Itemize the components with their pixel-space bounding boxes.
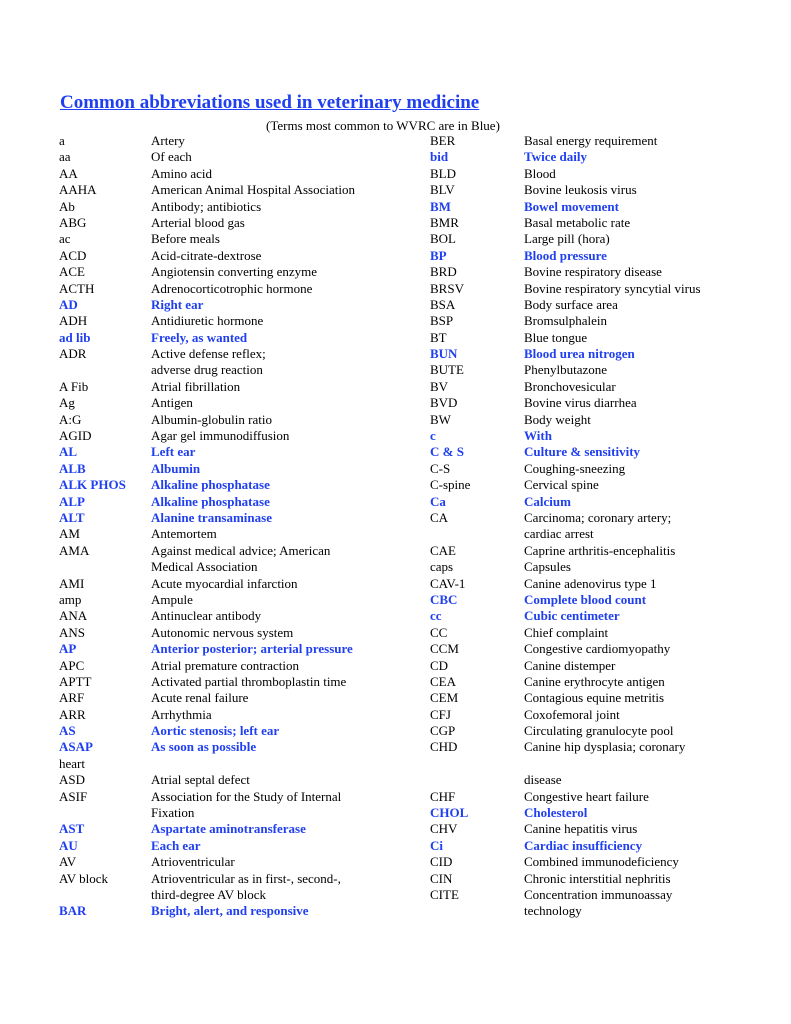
abbreviation-term: BER xyxy=(430,133,456,148)
abbreviation-definition: adverse drug reaction xyxy=(151,362,263,378)
abbreviation-definition: Albumin xyxy=(151,460,201,476)
abbreviation-term: Ag xyxy=(59,395,75,411)
abbreviation-term: AD xyxy=(59,296,78,312)
abbreviation-term: AL xyxy=(59,444,78,460)
abbreviation-definition: Albumin-globulin ratio xyxy=(151,411,272,427)
abbreviation-definition: Cubic centimeter xyxy=(524,608,620,624)
abbreviation-term: ARF xyxy=(59,690,85,706)
abbreviation-term: BW xyxy=(430,411,451,427)
abbreviation-term: BUTE xyxy=(430,362,464,378)
abbreviation-term: ADH xyxy=(59,313,88,329)
abbreviation-term: BUN xyxy=(430,346,458,362)
abbreviation-definition: Contagious equine metritis xyxy=(524,690,665,706)
abbreviation-definition: Atrial premature contraction xyxy=(151,657,299,673)
page-title: Common abbreviations used in veterinary medicine xyxy=(60,92,480,113)
abbreviation-term: ASD xyxy=(59,772,86,788)
abbreviation-term: BSA xyxy=(430,296,456,312)
abbreviation-definition: Bovine respiratory disease xyxy=(524,264,662,280)
abbreviation-definition: Antibody; antibiotics xyxy=(151,198,262,214)
abbreviation-term: AS xyxy=(59,723,76,739)
abbreviation-definition: Blood xyxy=(524,165,556,181)
abbreviation-term: ANS xyxy=(59,624,86,640)
abbreviation-definition: Bowel movement xyxy=(524,198,619,214)
abbreviation-definition: Capsules xyxy=(524,559,571,575)
abbreviation-definition: Blue tongue xyxy=(524,329,588,345)
abbreviation-term: CC xyxy=(430,624,448,640)
abbreviation-term: ASAP xyxy=(59,739,93,755)
abbreviation-term: C-spine xyxy=(430,477,471,493)
abbreviation-definition: Caprine arthritis-encephalitis xyxy=(524,542,676,558)
abbreviation-term: CAE xyxy=(430,542,456,558)
page-subtitle: (Terms most common to WVRC are in Blue) xyxy=(266,118,500,133)
abbreviation-definition: Cervical spine xyxy=(524,477,599,493)
abbreviation-term: a xyxy=(59,133,65,148)
abbreviation-definition: Antinuclear antibody xyxy=(151,608,262,624)
abbreviation-term: AMA xyxy=(59,542,90,558)
abbreviation-term: caps xyxy=(430,559,454,575)
abbreviation-definition: third-degree AV block xyxy=(151,886,267,902)
abbreviation-definition: Alkaline phosphatase xyxy=(151,477,270,493)
abbreviation-term: c xyxy=(430,428,436,444)
abbreviation-term: BM xyxy=(430,198,451,214)
abbreviation-term: AU xyxy=(59,837,78,853)
abbreviation-definition: Alanine transaminase xyxy=(151,509,272,525)
abbreviation-term: APTT xyxy=(59,673,92,689)
abbreviation-term: CBC xyxy=(430,591,458,607)
abbreviation-term: bid xyxy=(430,149,449,165)
abbreviation-term: BRD xyxy=(430,264,457,280)
abbreviation-term: ac xyxy=(59,231,71,247)
abbreviation-definition: Chief complaint xyxy=(524,624,609,640)
abbreviation-term: ALK PHOS xyxy=(59,477,126,493)
abbreviation-definition: Large pill (hora) xyxy=(524,231,610,247)
abbreviation-definition: Antemortem xyxy=(151,526,217,542)
abbreviation-term: AV xyxy=(59,854,77,870)
abbreviation-definition: Concentration immunoassay xyxy=(524,886,673,902)
abbreviation-definition: Anterior posterior; arterial pressure xyxy=(151,641,353,657)
abbreviation-term: CID xyxy=(430,854,453,870)
abbreviation-definition: Congestive heart failure xyxy=(524,788,649,804)
abbreviation-definition: Autonomic nervous system xyxy=(151,624,294,640)
abbreviation-term: AA xyxy=(59,165,78,181)
abbreviation-definition: cardiac arrest xyxy=(524,526,594,542)
abbreviation-term: Ab xyxy=(59,198,75,214)
abbreviation-definition: Medical Association xyxy=(151,559,258,575)
abbreviation-term: cc xyxy=(430,608,442,624)
abbreviation-definition: Agar gel immunodiffusion xyxy=(151,428,290,444)
abbreviation-definition: Cholesterol xyxy=(524,805,588,821)
abbreviation-term: ALP xyxy=(59,493,85,509)
abbreviation-term: A Fib xyxy=(59,378,89,394)
abbreviation-definition: Calcium xyxy=(524,493,571,509)
abbreviation-term: BV xyxy=(430,378,449,394)
abbreviation-term: AP xyxy=(59,641,77,657)
abbreviation-term: AGID xyxy=(59,428,92,444)
abbreviation-term: ACE xyxy=(59,264,85,280)
abbreviation-term: BAR xyxy=(59,903,87,919)
abbreviation-definition: Phenylbutazone xyxy=(524,362,608,378)
abbreviation-term: CIN xyxy=(430,870,453,886)
abbreviation-term: BOL xyxy=(430,231,456,247)
abbreviation-definition: Blood urea nitrogen xyxy=(524,346,635,362)
abbreviation-definition: Artery xyxy=(151,133,185,148)
abbreviation-definition: Antigen xyxy=(151,395,193,411)
abbreviation-definition: Acute myocardial infarction xyxy=(151,575,298,591)
abbreviation-term: C & S xyxy=(430,444,464,460)
abbreviation-term: BLD xyxy=(430,165,456,181)
abbreviation-definition: Atrial septal defect xyxy=(151,772,250,788)
abbreviation-term: ASIF xyxy=(59,788,88,804)
abbreviation-term: CEA xyxy=(430,673,456,689)
abbreviation-term: CAV-1 xyxy=(430,575,466,591)
abbreviation-definition: Atrial fibrillation xyxy=(151,378,241,394)
abbreviation-term: APC xyxy=(59,657,85,673)
abbreviation-term: A:G xyxy=(59,411,82,427)
abbreviation-definition: Canine hepatitis virus xyxy=(524,821,638,837)
abbreviation-definition: Chronic interstitial nephritis xyxy=(524,870,671,886)
abbreviation-definition: Basal energy requirement xyxy=(524,133,658,148)
abbreviation-definition: Complete blood count xyxy=(524,591,647,607)
abbreviation-definition: Freely, as wanted xyxy=(151,329,248,345)
abbreviation-definition: As soon as possible xyxy=(151,739,257,755)
abbreviation-term: CHOL xyxy=(430,805,469,821)
abbreviation-term: CHD xyxy=(430,739,458,755)
abbreviation-definition: Association for the Study of Internal xyxy=(151,788,342,804)
abbreviation-definition: Aspartate aminotransferase xyxy=(151,821,306,837)
abbreviation-definition: Adrenocorticotrophic hormone xyxy=(151,280,313,296)
abbreviation-definition: Bronchovesicular xyxy=(524,378,616,394)
abbreviation-definition: Acid-citrate-dextrose xyxy=(151,247,262,263)
abbreviation-definition: Coughing-sneezing xyxy=(524,460,626,476)
abbreviation-definition: Congestive cardiomyopathy xyxy=(524,641,671,657)
abbreviation-term: BT xyxy=(430,329,447,345)
abbreviation-term: AAHA xyxy=(59,182,97,198)
abbreviation-definition: Canine distemper xyxy=(524,657,616,673)
abbreviation-term: BRSV xyxy=(430,280,464,296)
abbreviation-term: CHV xyxy=(430,821,458,837)
abbreviation-term: ADR xyxy=(59,346,87,362)
abbreviation-definition: Basal metabolic rate xyxy=(524,214,631,230)
abbreviation-definition: Amino acid xyxy=(151,165,213,181)
abbreviation-definition: Canine hip dysplasia; coronary xyxy=(524,739,686,755)
abbreviation-definition: Of each xyxy=(151,149,192,165)
abbreviation-term: CEM xyxy=(430,690,459,706)
abbreviation-definition: Atrioventricular as in first-, second-, xyxy=(151,870,341,886)
abbreviation-term: ACTH xyxy=(59,280,95,296)
abbreviation-term: ALB xyxy=(59,460,86,476)
abbreviation-definition: Bovine virus diarrhea xyxy=(524,395,637,411)
abbreviation-definition: Bright, alert, and responsive xyxy=(151,903,309,919)
abbreviation-term: CFJ xyxy=(430,706,451,722)
abbreviation-definition: Activated partial thromboplastin time xyxy=(151,673,347,689)
abbreviation-term: amp xyxy=(59,591,82,607)
abbreviation-term: ALT xyxy=(59,509,85,525)
abbreviation-term: CITE xyxy=(430,886,459,902)
abbreviation-term: AMI xyxy=(59,575,85,591)
abbreviation-definition: Aortic stenosis; left ear xyxy=(151,723,280,739)
abbreviation-term: AV block xyxy=(59,870,108,886)
abbreviation-definition: Right ear xyxy=(151,296,204,312)
abbreviation-definition: Active defense reflex; xyxy=(151,346,266,362)
abbreviation-definition: Bromsulphalein xyxy=(524,313,608,329)
abbreviation-definition: Atrioventricular xyxy=(151,854,235,870)
abbreviation-definition: Ampule xyxy=(151,591,193,607)
abbreviation-term: aa xyxy=(59,149,71,165)
abbreviation-definition: Left ear xyxy=(151,444,196,460)
abbreviation-definition: Canine erythrocyte antigen xyxy=(524,673,665,689)
abbreviation-term: Ca xyxy=(430,493,446,509)
abbreviation-definition: Acute renal failure xyxy=(151,690,249,706)
abbreviation-definition: Antidiuretic hormone xyxy=(151,313,264,329)
abbreviation-term: CCM xyxy=(430,641,459,657)
abbreviation-definition: Each ear xyxy=(151,837,201,853)
abbreviation-definition: Circulating granulocyte pool xyxy=(524,723,674,739)
abbreviation-term: AST xyxy=(59,821,85,837)
abbreviation-definition: Combined immunodeficiency xyxy=(524,854,679,870)
abbreviation-term: AM xyxy=(59,526,80,542)
abbreviation-definition: Culture & sensitivity xyxy=(524,444,641,460)
abbreviation-term: CHF xyxy=(430,788,456,804)
abbreviation-term: BLV xyxy=(430,182,455,198)
abbreviation-term: ad lib xyxy=(59,329,91,345)
abbreviation-term: ABG xyxy=(59,214,87,230)
abbreviation-term: ARR xyxy=(59,706,86,722)
abbreviation-definition: Blood pressure xyxy=(524,247,607,263)
abbreviation-term: CGP xyxy=(430,723,456,739)
abbreviation-term: ANA xyxy=(59,608,88,624)
abbreviation-definition: Fixation xyxy=(151,805,195,821)
abbreviation-term: Ci xyxy=(430,837,443,853)
abbreviation-definition: Arterial blood gas xyxy=(151,214,245,230)
abbreviation-definition: American Animal Hospital Association xyxy=(151,182,355,198)
abbreviation-definition: Alkaline phosphatase xyxy=(151,493,270,509)
abbreviation-term: heart xyxy=(59,755,85,771)
abbreviation-term: C-S xyxy=(430,460,451,476)
abbreviation-definition: Angiotensin converting enzyme xyxy=(151,264,318,280)
abbreviation-definition: technology xyxy=(524,903,582,919)
abbreviation-term: ACD xyxy=(59,247,87,263)
abbreviation-definition: Twice daily xyxy=(524,149,587,165)
abbreviation-definition: Body surface area xyxy=(524,296,618,312)
abbreviation-definition: Body weight xyxy=(524,411,591,427)
abbreviation-definition: Canine adenovirus type 1 xyxy=(524,575,657,591)
abbreviation-definition: With xyxy=(524,428,552,444)
abbreviation-term: CA xyxy=(430,509,449,525)
abbreviation-definition: Carcinoma; coronary artery; xyxy=(524,509,672,525)
abbreviation-definition: Arrhythmia xyxy=(151,706,212,722)
abbreviation-term: BVD xyxy=(430,395,458,411)
abbreviation-definition: disease xyxy=(524,772,562,788)
abbreviation-term: CD xyxy=(430,657,449,673)
abbreviation-definition: Bovine leukosis virus xyxy=(524,182,637,198)
abbreviation-definition: Cardiac insufficiency xyxy=(524,837,643,853)
abbreviation-definition: Coxofemoral joint xyxy=(524,706,620,722)
abbreviation-term: BP xyxy=(430,247,447,263)
abbreviation-definition: Bovine respiratory syncytial virus xyxy=(524,280,701,296)
abbreviation-term: BSP xyxy=(430,313,454,329)
abbreviation-term: BMR xyxy=(430,214,459,230)
abbreviation-definition: Against medical advice; American xyxy=(151,542,331,558)
abbreviation-definition: Before meals xyxy=(151,231,220,247)
